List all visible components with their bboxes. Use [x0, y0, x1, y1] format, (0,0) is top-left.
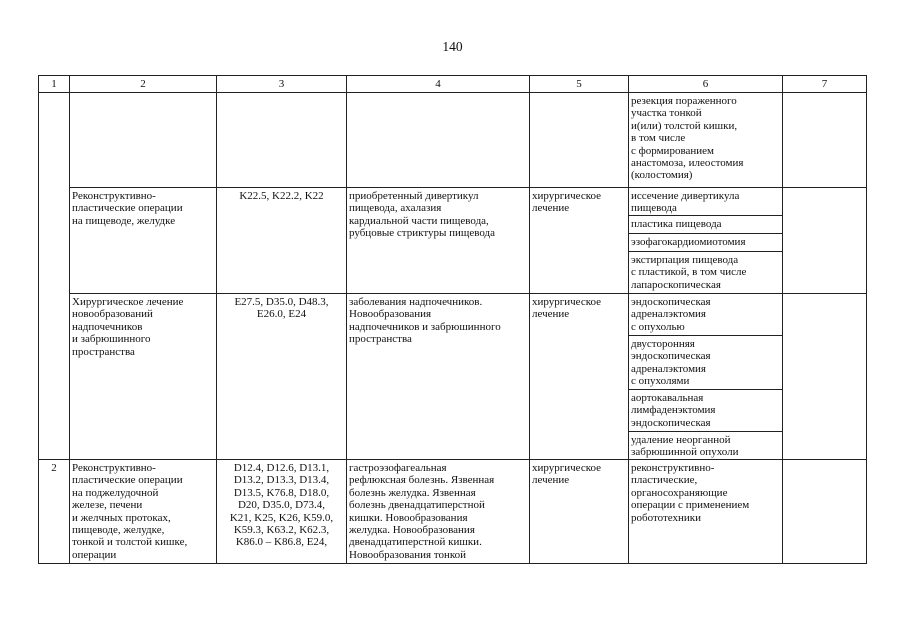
method-cell: эндоскопическая адреналэктомия с опухолью	[629, 294, 783, 336]
procedure-name-cell: Хирургическое лечение новообразований надпочечников и забрюшинного пространства	[70, 294, 217, 460]
table-cell	[217, 93, 347, 188]
page-number: 140	[442, 39, 463, 54]
method-cell: иссечение дивертикула пищевода	[629, 188, 783, 216]
treatment-type-cell: хирургическое лечение	[530, 460, 629, 564]
table-row	[39, 460, 867, 564]
icd-codes-cell: D12.4, D12.6, D13.1, D13.2, D13.3, D13.4, D13.5, K76.8, D18.0, D20, D35.0, D73.4, K21, K25, K26, K59.0, K59.3, K63.2, K62.3, K86.0 – K86.8, E24,	[217, 460, 347, 564]
column-number: 5	[530, 76, 629, 93]
table-cell	[530, 93, 629, 188]
procedure-name-cell: Реконструктивно- пластические операции на поджелудочной железе, печени и желчных протоках, пищеводе, желудке, тонкой и толстой кишке, операции	[70, 460, 217, 564]
table-cell	[783, 460, 867, 564]
diagnosis-cell: приобретенный дивертикул пищевода, ахалазия кардиальной части пищевода, рубцовые стриктуры пищевода	[347, 188, 530, 294]
method-cell: аортокавальная лимфаденэктомия эндоскопическая	[629, 390, 783, 432]
column-number: 6	[629, 76, 783, 93]
table-cell	[70, 93, 217, 188]
procedure-name-cell: Реконструктивно- пластические операции на пищеводе, желудке	[70, 188, 217, 294]
treatment-type-cell: хирургическое лечение	[530, 188, 629, 294]
table-cell	[783, 188, 867, 294]
table-row	[39, 93, 867, 188]
method-cell: удаление неорганной забрюшинной опухоли	[629, 432, 783, 460]
diagnosis-cell: гастроэзофагеальная рефлюксная болезнь. Язвенная болезнь желудка. Язвенная болезнь двенадцатиперстной кишки. Новообразования желудка. Новообразования двенадцатиперстной кишки. Новообразования тонкой	[347, 460, 530, 564]
icd-codes-cell: K22.5, K22.2, K22	[217, 188, 347, 294]
column-number: 7	[783, 76, 867, 93]
method-cell: эзофагокардиомиотомия	[629, 234, 783, 252]
column-number-row	[39, 76, 867, 93]
table-row	[39, 188, 867, 216]
method-cell: реконструктивно- пластические, органосохраняющие операции с применением робототехники	[629, 460, 783, 564]
method-cell: пластика пищевода	[629, 216, 783, 234]
method-cell: двусторонняя эндоскопическая адреналэктомия с опухолями	[629, 336, 783, 390]
group-number-cell: 2	[39, 460, 70, 564]
column-number: 3	[217, 76, 347, 93]
table-cell	[783, 93, 867, 188]
table-row	[39, 294, 867, 336]
method-cell: экстирпация пищевода с пластикой, в том числе лапароскопическая	[629, 252, 783, 294]
table-cell	[783, 294, 867, 460]
column-number: 1	[39, 76, 70, 93]
treatment-type-cell: хирургическое лечение	[530, 294, 629, 460]
table-cell	[347, 93, 530, 188]
method-cell: резекция пораженного участка тонкой и(или) толстой кишки, в том числе с формированием анастомоза, илеостомия (колостомия)	[629, 93, 783, 188]
medical-procedures-table	[38, 75, 867, 564]
column-number: 2	[70, 76, 217, 93]
column-number: 4	[347, 76, 530, 93]
group-number-cell	[39, 93, 70, 460]
icd-codes-cell: E27.5, D35.0, D48.3, E26.0, E24	[217, 294, 347, 460]
diagnosis-cell: заболевания надпочечников. Новообразования надпочечников и забрюшинного пространства	[347, 294, 530, 460]
